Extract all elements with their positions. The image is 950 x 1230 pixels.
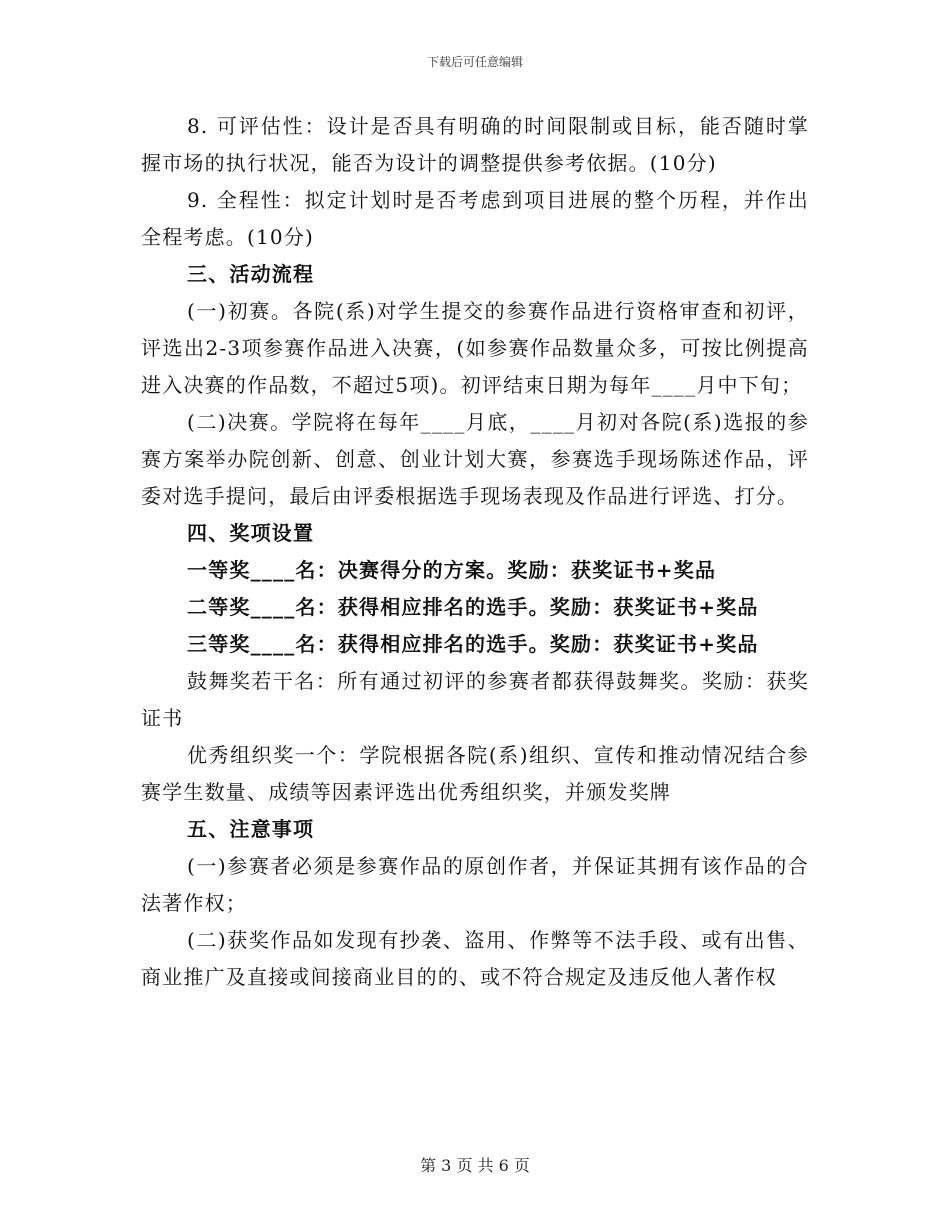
section-heading-notes: 五、注意事项 <box>187 817 315 841</box>
paragraph-preliminary-round: (一)初赛。各院(系)对学生提交的参赛作品进行资格审查和初评，评选出2-3项参赛作品进入决赛，(如参赛作品数量众多，可按比例提高进入决赛的作品数，不超过5项)。初评结束日期为每年____月中下旬； <box>141 299 809 397</box>
section-heading-awards: 四、奖项设置 <box>187 521 315 545</box>
paragraph-completeness: 9. 全程性：拟定计划时是否考虑到项目进展的整个历程，并作出全程考虑。(10分) <box>141 188 809 249</box>
award-encouragement: 鼓舞奖若干名：所有通过初评的参赛者都获得鼓舞奖。奖励：获奖证书 <box>141 669 809 730</box>
page-header-note: 下载后可任意编辑 <box>426 55 523 69</box>
award-organization: 优秀组织奖一个：学院根据各院(系)组织、宣传和推动情况结合参赛学生数量、成绩等因素评选出优秀组织奖，并颁发奖牌 <box>141 743 809 804</box>
award-first-prize: 一等奖____名：决赛得分的方案。奖励：获奖证书+奖品 <box>187 558 717 582</box>
document-body <box>141 108 809 996</box>
paragraph-note-misconduct: (二)获奖作品如发现有抄袭、盗用、作弊等不法手段、或有出售、商业推广及直接或间接商业目的的、或不符合规定及违反他人著作权 <box>141 928 809 989</box>
page-number-footer: 第 3 页 共 6 页 <box>420 1156 530 1175</box>
section-heading-activity-process: 三、活动流程 <box>187 262 315 286</box>
paragraph-note-originality: (一)参赛者必须是参赛作品的原创作者，并保证其拥有该作品的合法著作权； <box>141 854 809 915</box>
paragraph-evaluability: 8. 可评估性：设计是否具有明确的时间限制或目标，能否随时掌握市场的执行状况，能否为设计的调整提供参考依据。(10分) <box>141 114 809 175</box>
award-third-prize: 三等奖____名：获得相应排名的选手。奖励：获奖证书+奖品 <box>187 632 759 656</box>
award-second-prize: 二等奖____名：获得相应排名的选手。奖励：获奖证书+奖品 <box>187 595 759 619</box>
paragraph-final-round: (二)决赛。学院将在每年____月底，____月初对各院(系)选报的参赛方案举办院创新、创意、创业计划大赛，参赛选手现场陈述作品，评委对选手提问，最后由评委根据选手现场表现及作品进行评选、打分。 <box>141 410 809 508</box>
